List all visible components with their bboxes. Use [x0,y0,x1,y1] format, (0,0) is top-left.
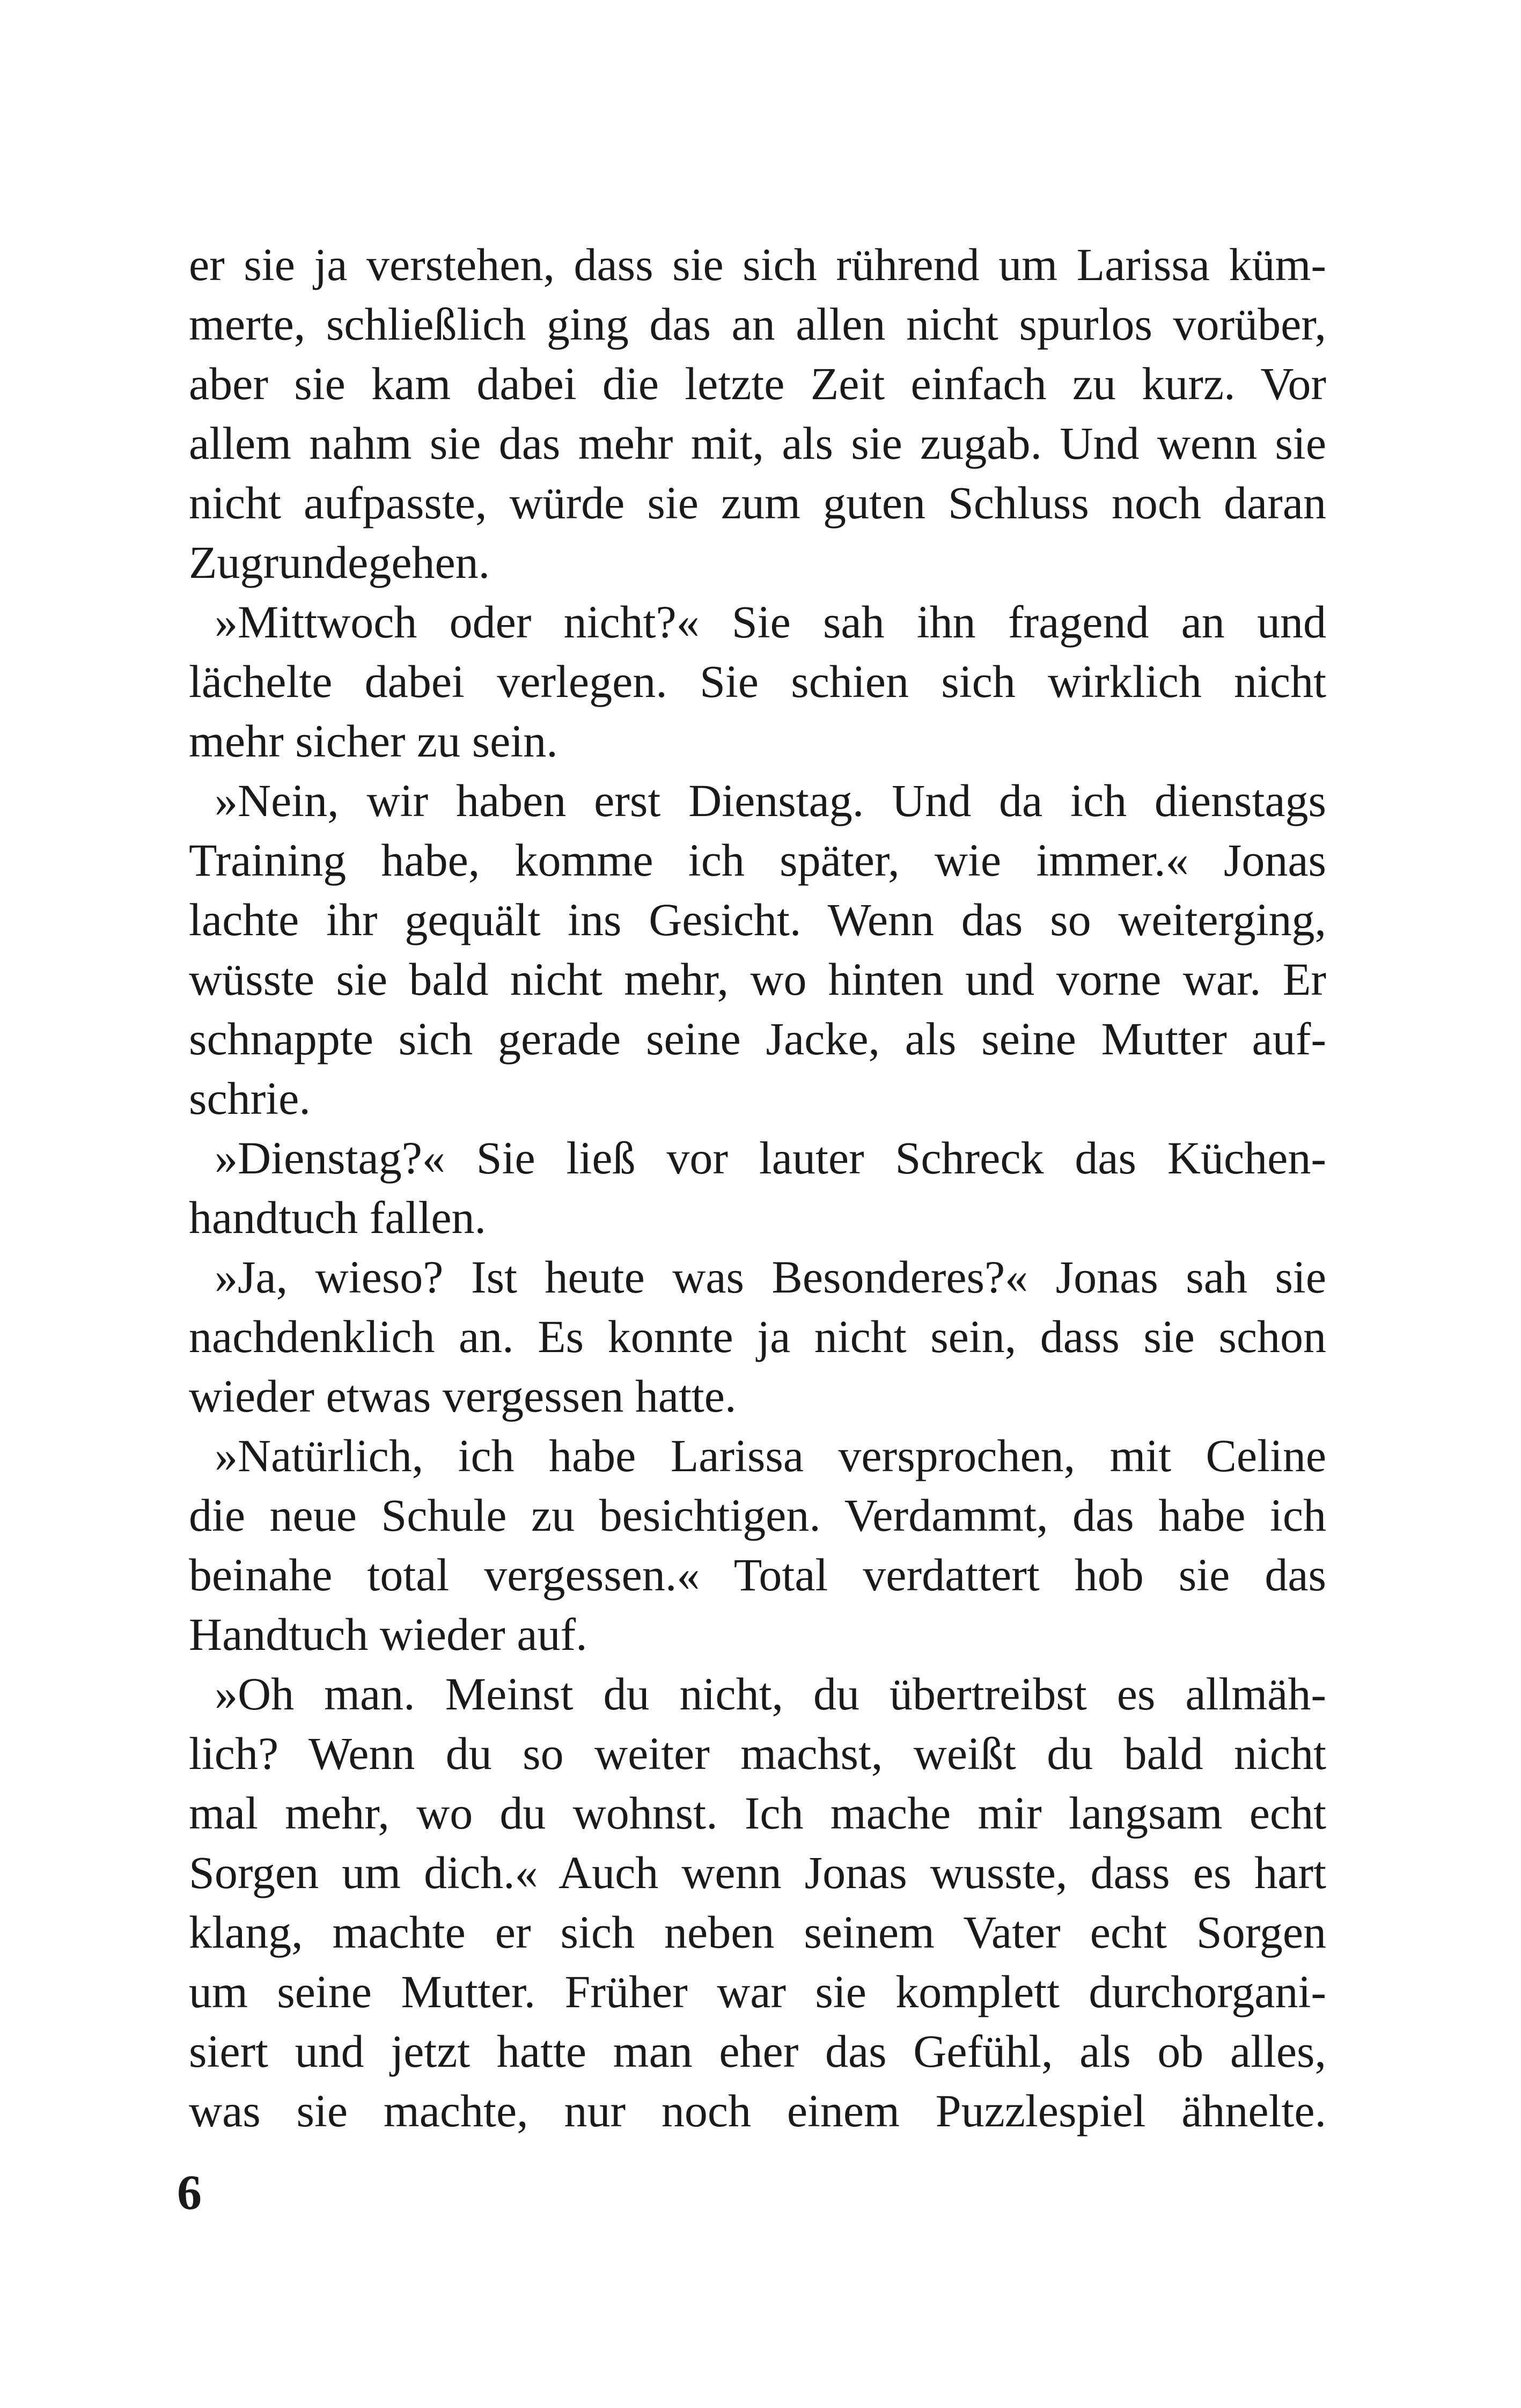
text-line: was sie machte, nur noch einem Puzzlespiel ähnelte. [189,2085,1326,2137]
text-line: lachte ihr gequält ins Gesicht. Wenn das so weiterging, [189,894,1326,945]
text-line: »Dienstag?« Sie ließ vor lauter Schreck das Küchen- [215,1132,1326,1184]
page-number: 6 [177,2165,202,2220]
text-line: um seine Mutter. Früher war sie komplett durchorgani- [189,1966,1326,2017]
text-line: »Mittwoch oder nicht?« Sie sah ihn fragend an und [215,596,1326,648]
text-line: mehr sicher zu sein. [189,715,558,767]
text-line: aber sie kam dabei die letzte Zeit einfach zu kurz. Vor [189,358,1326,409]
text-line: Handtuch wieder auf. [189,1609,587,1660]
text-line: »Ja, wieso? Ist heute was Besonderes?« Jonas sah sie [215,1251,1326,1303]
text-line: »Nein, wir haben erst Dienstag. Und da ich dienstags [215,775,1326,826]
text-line: beinahe total vergessen.« Total verdattert hob sie das [189,1549,1326,1601]
body-text [189,235,1326,2141]
text-line: allem nahm sie das mehr mit, als sie zugab. Und wenn sie [189,417,1326,469]
text-line: Training habe, komme ich später, wie immer.« Jonas [189,834,1326,886]
text-line: wieder etwas vergessen hatte. [189,1370,737,1422]
text-line: nicht aufpasste, würde sie zum guten Schluss noch daran [189,477,1326,528]
text-line: mal mehr, wo du wohnst. Ich mache mir langsam echt [189,1787,1326,1839]
text-line: nachdenklich an. Es konnte ja nicht sein, dass sie schon [189,1311,1326,1362]
text-line: schnappte sich gerade seine Jacke, als seine Mutter auf- [189,1013,1326,1064]
text-line: Zugrundegehen. [189,537,490,588]
text-line: lächelte dabei verlegen. Sie schien sich wirklich nicht [189,656,1326,707]
text-line: »Natürlich, ich habe Larissa versprochen, mit Celine [215,1430,1326,1481]
text-line: Sorgen um dich.« Auch wenn Jonas wusste, dass es hart [189,1847,1326,1898]
text-line: wüsste sie bald nicht mehr, wo hinten und vorne war. Er [189,953,1326,1005]
text-line: »Oh man. Meinst du nicht, du übertreibst es allmäh- [215,1668,1326,1720]
text-line: lich? Wenn du so weiter machst, weißt du bald nicht [189,1728,1326,1779]
text-line: die neue Schule zu besichtigen. Verdammt, das habe ich [189,1489,1326,1541]
text-line: handtuch fallen. [189,1192,487,1243]
text-line: er sie ja verstehen, dass sie sich rührend um Larissa küm- [189,239,1326,290]
text-line: klang, machte er sich neben seinem Vater echt Sorgen [189,1906,1326,1958]
text-line: merte, schließlich ging das an allen nicht spurlos vorüber, [189,298,1326,350]
text-line: siert und jetzt hatte man eher das Gefühl, als ob alles, [189,2025,1326,2077]
text-line: schrie. [189,1073,311,1124]
